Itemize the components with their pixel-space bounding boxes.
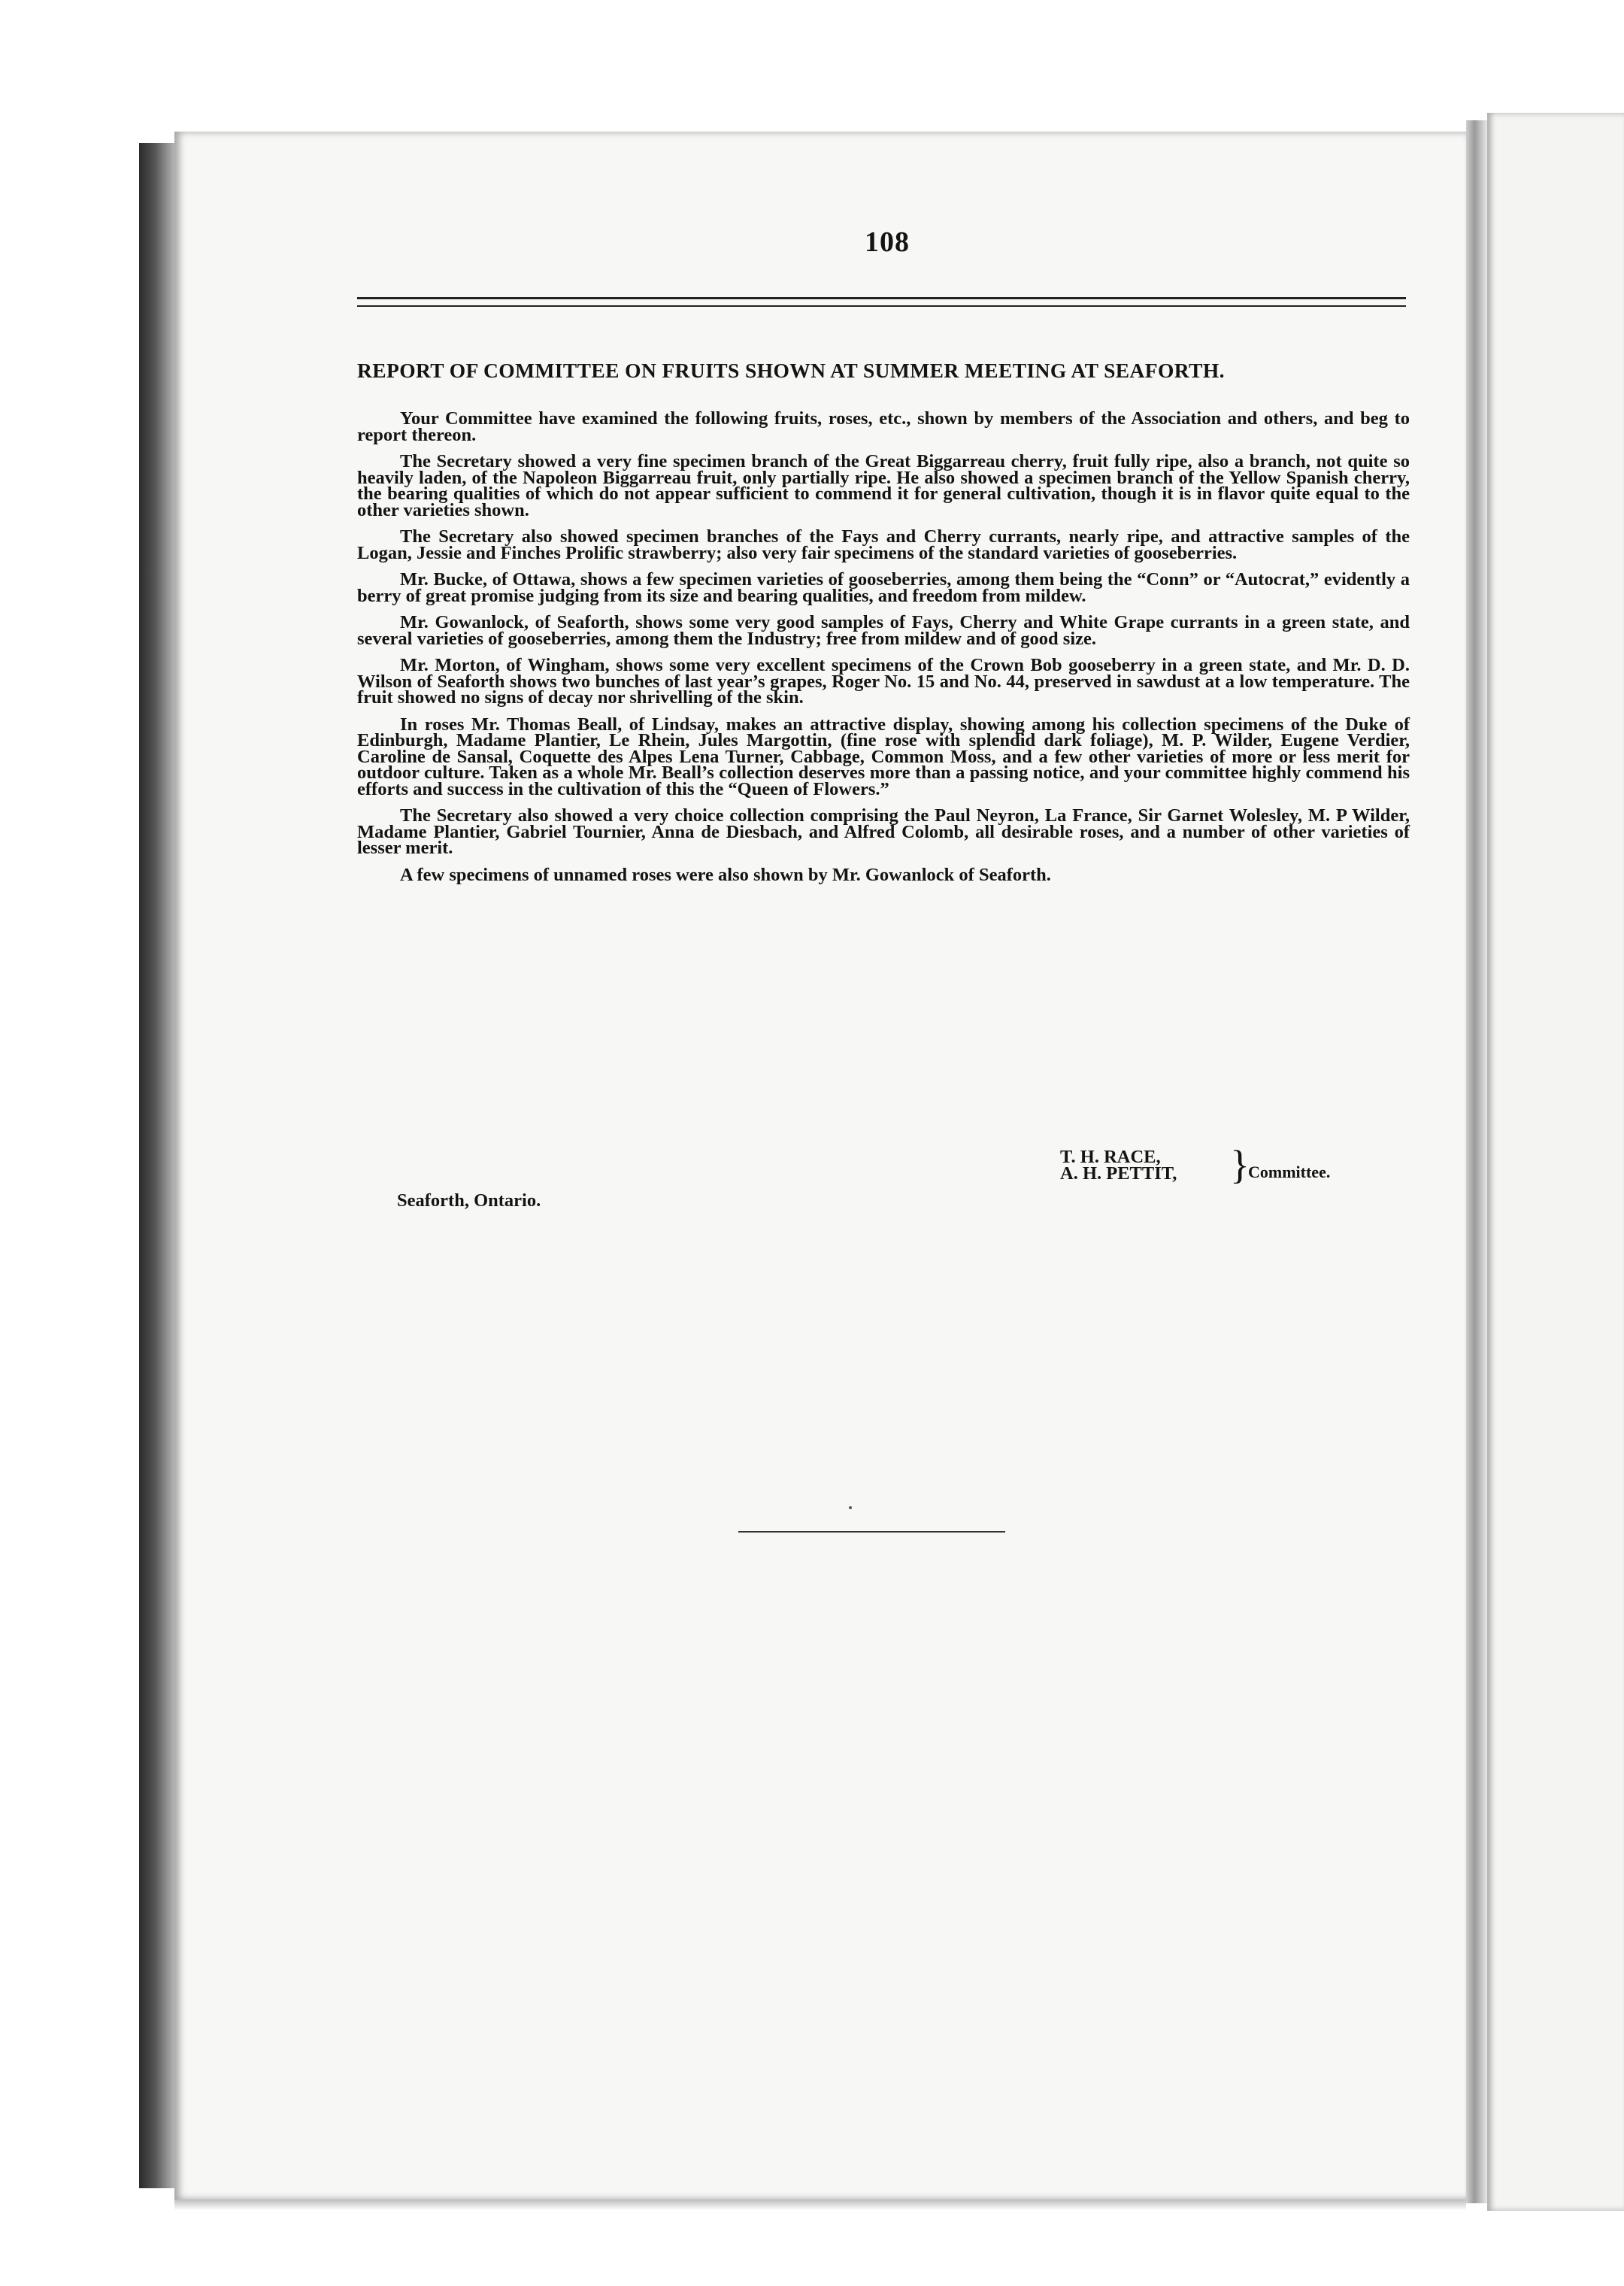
paragraph: Your Committee have examined the following fruits, roses, etc., shown by members of the Association and others, and beg to report thereon. [357,408,1410,445]
signatory-pettit: A. H. PETTIT, [1060,1163,1177,1184]
report-heading: REPORT OF COMMITTEE ON FRUITS SHOWN AT SUMMER MEETING AT SEAFORTH. [357,359,1225,382]
paragraph: The Secretary also showed a very choice collection comprising the Paul Neyron, La France, Sir Garnet Wolesley, M. P Wilder, Madame Plantier, Gabriel Tournier, Anna de Diesbach, and Alfred Colomb, all desirable roses, and a number of other varieties of lesser merit. [357,805,1410,858]
page-bottom-edge [174,2200,1466,2210]
page-number: 108 [865,226,910,258]
end-rule [738,1531,1005,1533]
brace-icon: } [1230,1142,1250,1187]
paragraph: A few specimens of unnamed roses were also shown by Mr. Gowanlock of Seaforth. [400,864,1051,885]
signatory-race: T. H. RACE, [1060,1147,1161,1167]
ink-speck [849,1506,852,1509]
paragraph: The Secretary also showed specimen branches of the Fays and Cherry currants, nearly ripe, and attractive samples of the Logan, Jessie and Finches Prolific strawberry; also very fair specimens of the standard varieties of gooseberries. [357,526,1410,563]
facing-page-edge [1487,113,1624,2211]
paragraph: Mr. Bucke, of Ottawa, shows a few specimen varieties of gooseberries, among them being the “Conn” or “Autocrat,” evidently a berry of great promise judging from its size and bearing qualities, and freedom from mildew. [357,569,1410,606]
place-line: Seaforth, Ontario. [397,1190,541,1211]
paragraph: Mr. Gowanlock, of Seaforth, shows some very good samples of Fays, Cherry and White Grape currants in a green state, and several varieties of gooseberries, among them the Industry; free from mildew and of good size. [357,612,1410,649]
report-body [357,408,1410,893]
signatories [1060,1149,1177,1182]
paragraph: In roses Mr. Thomas Beall, of Lindsay, makes an attractive display, showing among his collection specimens of the Duke of Edinburgh, Madame Plantier, Le Rhein, Jules Margottin, (fine rose with splendid dark foliage), M. P. Wilder, Eugene Verdier, Caroline de Sansal, Coquette des Alpes Lena Turner, Cabbage, Common Moss, and a few other varieties of more or less merit for outdoor culture. Taken as a whole Mr. Beall’s collection deserves more than a passing notice, and your committee highly commend his efforts and success in the cultivation of this the “Queen of Flowers.” [357,714,1410,799]
page-edge [1466,120,1487,2203]
paragraph: The Secretary showed a very fine specimen branch of the Great Biggarreau cherry, fruit fully ripe, also a branch, not quite so heavily laden, of the Napoleon Biggarreau fruit, only partially ripe. He also showed a specimen branch of the Yellow Spanish cherry, the bearing qualities of which do not appear sufficient to commend it for general cultivation, though it is in flavor quite equal to the other varieties shown. [357,451,1410,520]
paragraph: Mr. Morton, of Wingham, shows some very excellent specimens of the Crown Bob gooseberry in a green state, and Mr. D. D. Wilson of Seaforth shows two bunches of last year’s grapes, Roger No. 15 and No. 44, preserved in sawdust at a low temperature. The fruit showed no signs of decay nor shrivelling of the skin. [357,655,1410,708]
committee-label: Committee. [1248,1163,1331,1181]
header-rule [357,297,1406,307]
